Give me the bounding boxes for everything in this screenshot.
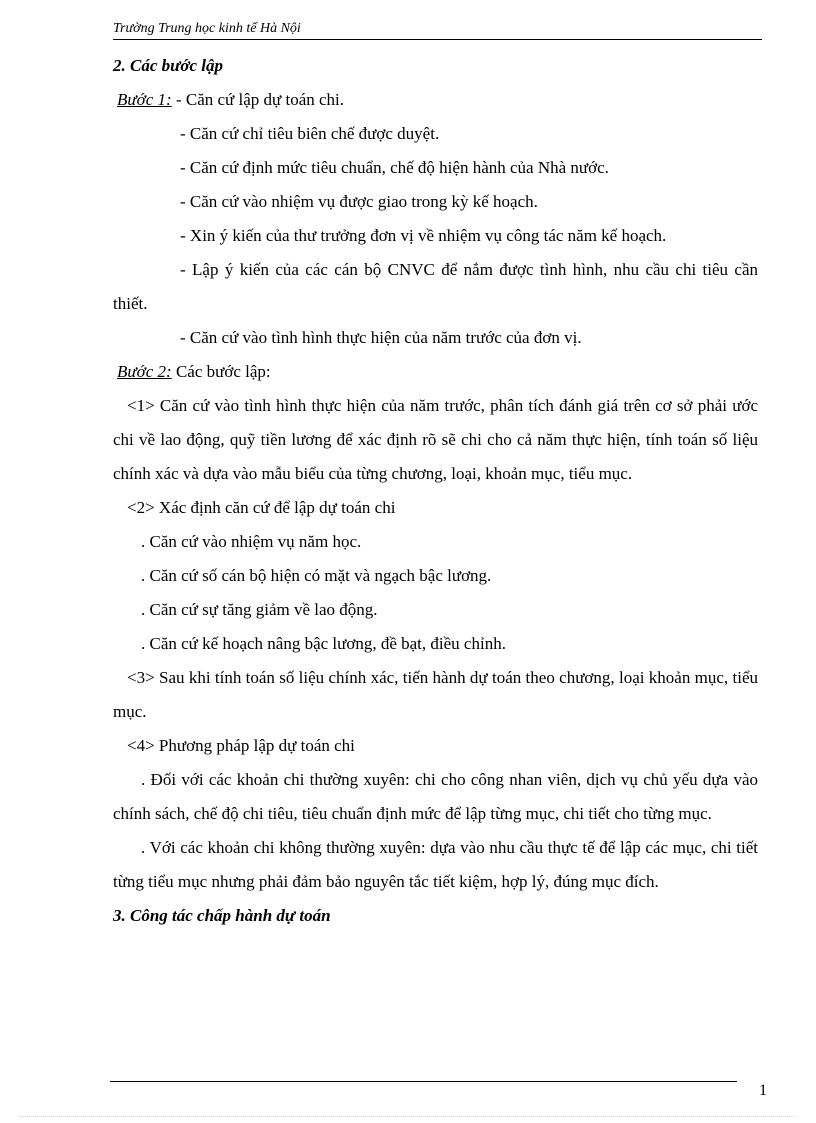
step-2-label: Bước 2: xyxy=(117,362,172,381)
step-2-paragraph-2: <2> Xác định căn cứ để lập dự toán chi xyxy=(127,498,396,517)
step-1-item: - Căn cứ vào tình hình thực hiện của năm trước của đơn vị. xyxy=(180,328,582,347)
step-2-basis-item: . Căn cứ vào nhiệm vụ năm học. xyxy=(141,532,362,551)
section-3-title: 3. Công tác chấp hành dự toán xyxy=(113,906,331,925)
step-2-basis-item: . Căn cứ sự tăng giảm về lao động. xyxy=(141,600,378,619)
footer-divider xyxy=(110,1081,737,1082)
step-1-item: - Lập ý kiến của các cán bộ CNVC để nắm được tình hình, nhu cầu chi tiêu cần thiết. xyxy=(113,260,758,313)
page-number: 1 xyxy=(759,1082,767,1099)
step-1-item: - Căn cứ chỉ tiêu biên chế được duyệt. xyxy=(180,124,440,143)
step-1-item: - Xin ý kiến của thư trưởng đơn vị về nhiệm vụ công tác năm kế hoạch. xyxy=(180,226,667,245)
step-2-basis-item: . Căn cứ số cán bộ hiện có mặt và ngạch bậc lương. xyxy=(141,566,492,585)
step-2-paragraph-4: <4> Phương pháp lập dự toán chi xyxy=(127,736,355,755)
step-1-line xyxy=(113,83,758,117)
step-2-method-item: . Với các khoản chi không thường xuyên: dựa vào nhu cầu thực tế để lập các mục, chi tiết từng tiểu mục nhưng phải đảm bảo nguyên tắc tiết kiệm, hợp lý, đúng mục đích. xyxy=(113,838,758,891)
document-body xyxy=(113,49,758,933)
step-2-text: Các bước lập: xyxy=(171,362,271,381)
step-2-method-item: . Đối với các khoản chi thường xuyên: chi cho công nhan viên, dịch vụ chủ yếu dựa vào chính sách, chế độ chi tiêu, tiêu chuẩn định mức để lập từng mục, chi tiết cho từng mục. xyxy=(113,770,758,823)
step-1-item: - Căn cứ vào nhiệm vụ được giao trong kỳ kế hoạch. xyxy=(180,192,538,211)
step-1-text: - Căn cứ lập dự toán chi. xyxy=(171,90,345,109)
step-2-paragraph-3: <3> Sau khi tính toán số liệu chính xác, tiến hành dự toán theo chương, loại khoản mục, tiểu mục. xyxy=(113,668,758,721)
step-2-basis-item: . Căn cứ kế hoạch nâng bậc lương, đề bạt, điều chỉnh. xyxy=(141,634,506,653)
page-edge-divider xyxy=(20,1116,796,1117)
page-header: Trường Trung học kinh tế Hà Nội xyxy=(113,20,762,40)
step-1-item: - Căn cứ định mức tiêu chuẩn, chế độ hiện hành của Nhà nước. xyxy=(180,158,609,177)
step-2-paragraph-1: <1> Căn cứ vào tình hình thực hiện của năm trước, phân tích đánh giá trên cơ sở phải ước chi về lao động, quỹ tiền lương để xác định rõ sẽ chi cho cả năm thực hiện, tính toán số liệu chính xác và dựa vào mẫu biểu của từng chương, loại, khoản mục, tiểu mục. xyxy=(113,396,758,483)
step-2-line xyxy=(113,355,758,389)
step-1-label: Bước 1: xyxy=(117,90,172,109)
section-2-title: 2. Các bước lập xyxy=(113,56,223,75)
